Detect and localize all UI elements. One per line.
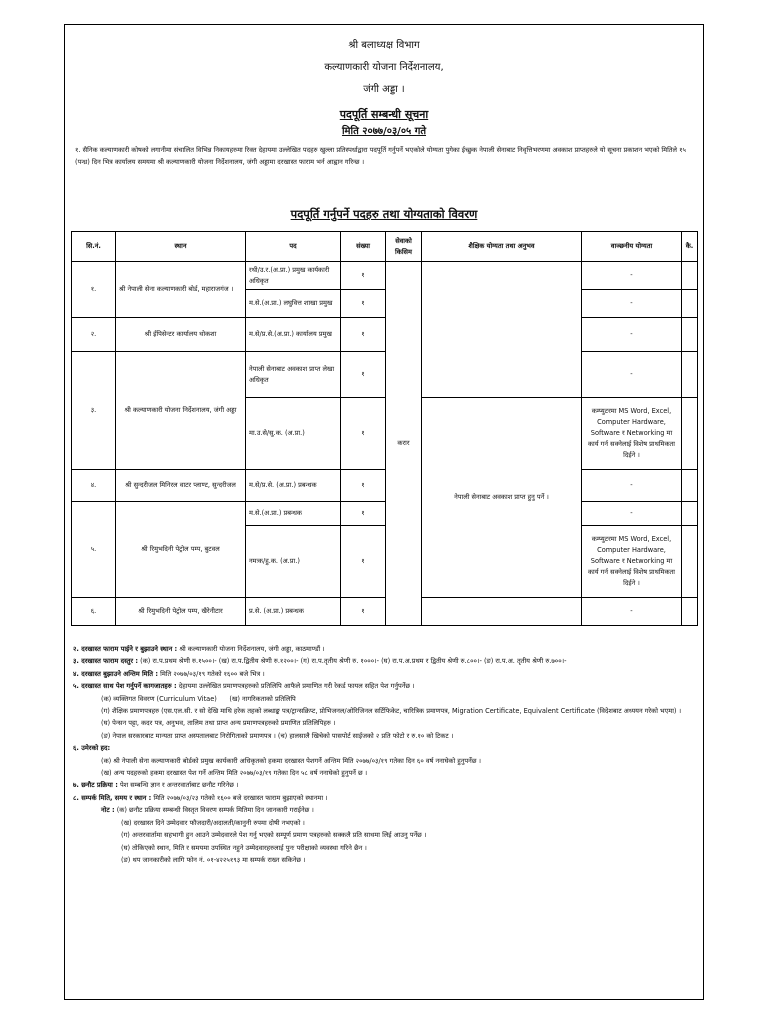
note-label: नोट : (क) छनौट प्रक्रिया सम्बन्धी विस्तृत विवरण सम्पर्क मितिमा दिन जानकारी गराईनेछ । — [101, 806, 314, 815]
table-row: ५. श्री रिमुभदिनी पेट्रोल पम्प, बुटवल म.से.(अ.प्रा.) प्रबन्धक १ - — [72, 502, 698, 526]
header-line-3: जंगी अड्डा । — [363, 84, 405, 95]
notes-section — [73, 643, 695, 866]
note-2: २. दरखास्त फाराम पाईने र बुझाउने स्थान : श्री कल्याणकारी योजना निर्देशनालय, जंगी अड्डा, काठमाण्डौं । — [73, 645, 325, 653]
note-5: ५. दरखास्त साथ पेश गर्नुपर्ने कागजातहरु : देहायमा उल्लेखित प्रमाणपत्रहरुको प्रतिलिपि आफैले प्रमाणित गरी रेकर्ड फायल सहित पेश गर्नुपर्नेछ । — [73, 682, 415, 691]
table-row: २. श्री ईपिसेन्टर कार्यालय थोकशा म.से/प्र.से.(अ.प्रा.) कार्यालय प्रमुख १ - — [72, 318, 698, 352]
table-row: ४. श्री सुन्दरीजल मिनिरल वाटर प्लाण्ट, सुन्दरीजल म.से/प्र.से. (अ.प्रा.) प्रबन्धक १ - — [72, 470, 698, 502]
note-5-d: (घ) पेन्सन पट्टा, कदर पत्र, अनुभव, तालिम तथा प्राप्त अन्य प्रमाणपत्रहरुको प्रमाणित प्रतिलिपिहरु । — [101, 719, 336, 728]
note-3: ३. दरखास्त फाराम दस्तुर : (क) रा.प.प्रथम श्रेणी रु.१५००।- (ख) रा.प.द्वितीय श्रेणी रु.१२००।- (ग) रा.प.तृतीय श्रेणी रु. १०००।- (घ) रा.प.अ.प्रथम र द्वितीय श्रेणी रु.८००।- (ङ) रा.प.अ. तृतीय श्रेणी रु.७००।- — [73, 657, 567, 666]
col-remarks: कै. — [682, 232, 698, 262]
note-5-e: (ङ) नेपाल सरकारबाट मान्यता प्राप्त अस्पतालबाट निरोगिताको प्रमाणपत्र । (च) हालसालै खिचेको पासपोर्ट साईजको २ प्रति फोटो र रु.१० को टिकट । — [101, 731, 454, 740]
col-desired: वाञ्छनीय योग्यता — [582, 232, 682, 262]
note-e: (ङ) थप जानकारीको लागि फोन नं. ०१-४२२५१९३ मा सम्पर्क राख्न सकिनेछ । — [121, 855, 306, 864]
col-post: पद — [246, 232, 341, 262]
notice-page — [64, 24, 704, 1000]
table-row: म.से.(अ.प्रा.) लघुवित्त शाखा प्रमुख १ - — [72, 290, 698, 318]
notice-date: मिति २०७७/०३/०५ गते — [341, 126, 427, 137]
note-7: ७. छनौट प्रक्रिया : पेश सम्बन्धि ज्ञान र अन्तरवार्ताबाट छनौट गरिनेछ । — [73, 781, 239, 790]
table-row: ६. श्री रिमुभदिनी पेट्रोल पम्प, खैरेनीटार प्र.से. (अ.प्रा.) प्रबन्धक १ - — [72, 598, 698, 626]
header-line-1: श्री बलाध्यक्ष विभाग — [348, 40, 420, 51]
header-line-2: कल्याणकारी योजना निर्देशनालय, — [324, 62, 444, 73]
note-d: (घ) तोकिएको स्थान, मिति र समयमा उपस्थित नहुने उम्मेदवारहरुलाई पुनः परीक्षाको व्यवस्था गरिने छैन । — [121, 843, 367, 852]
table-row: नमःक/हु.क. (अ.प्रा.) १ कम्प्युटरमा MS Word, Excel, Computer Hardware, Software र Networking मा कार्य गर्न सक्नेलाई विशेष प्राथमिकता दिईने । — [72, 526, 698, 598]
note-6-a: (क) श्री नेपाली सेना कल्याणकारी बोर्डको प्रमुख कार्यकारी अधिकृतको हकमा दरखास्त पेशगर्ने अन्तिम मिति २०७७/०३/१९ गतेका दिन ६० वर्ष ननाघेको हुनुपर्नेछ । — [101, 756, 482, 765]
table-row: ३. श्री कल्याणकारी योजना निर्देशनालय, जंगी अड्डा नेपाली सेनाबाट अवकाश प्राप्त लेखा अधिकृत १ - — [72, 352, 698, 398]
col-qualification: शैक्षिक योग्यता तथा अनुभव — [422, 232, 582, 262]
note-5-a: (क) व्यक्तिगत विवरण (Curriculum Vitae) (ख) नागरिकताको प्रतिलिपि — [101, 694, 296, 703]
note-6-b: (ख) अन्य पदहरुको हकमा दरखास्त पेश गर्ने अन्तिम मिति २०७७/०३/१९ गतेका दिन ५८ वर्ष ननाघेको हुनुपर्ने छ । — [101, 769, 368, 778]
service-type: करार — [386, 262, 422, 626]
note-4: ४. दरखास्त बुझाउने अन्तिम मिति : मिति २०७७/०३/१९ गतेको १६०० बजे भित्र । — [73, 669, 265, 678]
notice-title: पदपूर्ति सम्बन्धी सूचना — [339, 108, 429, 121]
col-count: संख्या — [341, 232, 386, 262]
positions-table — [71, 231, 698, 626]
table-row: मा.उ.से/सु.क. (अ.प्रा.) १ नेपाली सेनाबाट अवकाश प्राप्त हुनु पर्ने । कम्प्युटरमा MS Word, Excel, Computer Hardware, Software र Networking मा कार्य गर्न सक्नेलाई विशेष प्राथमिकता दिईने । — [72, 398, 698, 470]
note-5-c: (ग) शैक्षिक प्रमाणपत्रहरु (एस.एल.सी. र सो देखि माथि हरेक तहको लब्धाङ्क पत्र/ट्रान्सक्रिप्ट, प्रोभिजनल/ओरिजिनल सर्टिफिकेट, चारित्रिक प्रमाणपत्र, Migration Certificate, Equivalent Certificate (विदेशबाट अध्ययन गरेको भएमा) । — [101, 707, 682, 716]
table-row: १. श्री नेपाली सेना कल्याणकारी बोर्ड, महाराजगंज । रथी/उ.र.(अ.प्रा.) प्रमुख कार्यकारी अधिकृत १ करार - — [72, 262, 698, 290]
note-c: (ग) अन्तरवार्तामा सहभागी हुन आउने उम्मेदवारले पेश गर्नु भएको सम्पूर्ण प्रमाण पत्रहरुको सक्कलै प्रति साथमा लिई आउनु पर्नेछ । — [121, 831, 427, 840]
col-place: स्थान — [116, 232, 246, 262]
intro-paragraph: १. सैनिक कल्याणकारी कोषको लगानीमा संचालित विभिन्न निकायहरुमा रिक्त देहायमा उल्लेखित पदहरु खुल्ला प्रतिस्पर्धाद्वारा पदपूर्ति गर्नुपर्ने भएकोले योग्यता पुगेका ईच्छुक नेपाली सेनाबाट निवृत्तिभरणमा अवकाश प्राप्तहरुले यो सूचना प्रकाशन भएको मितिले १५ (पन्ध्र) दिन भित्र कार्यालय समयमा श्री कल्याणकारी योजना निर्देशनालय, जंगी अड्डामा दरखास्त फाराम भर्न आह्वान गरिन्छ । — [75, 146, 686, 166]
col-sn: सि.नं. — [72, 232, 116, 262]
note-6: ६. उमेरको हद: — [73, 744, 111, 753]
col-service: सेवाको किसिम — [386, 232, 422, 262]
note-b: (ख) दरखास्त दिने उम्मेदवार फौजदारी/अदालती/कानुनी रुपमा दोषी नभएको । — [121, 818, 305, 827]
qualification-cell: नेपाली सेनाबाट अवकाश प्राप्त हुनु पर्ने । — [422, 398, 582, 598]
table-header-row — [72, 232, 698, 262]
table-caption: पदपूर्ति गर्नुपर्ने पदहरु तथा योग्यताको विवरण — [290, 207, 478, 221]
note-8: ८. सम्पर्क मिति, समय र स्थान : मिति २०७७/०३/२३ गतेको १६०० बजे दरखास्त फाराम बुझाएको स्थानमा । — [73, 793, 328, 802]
